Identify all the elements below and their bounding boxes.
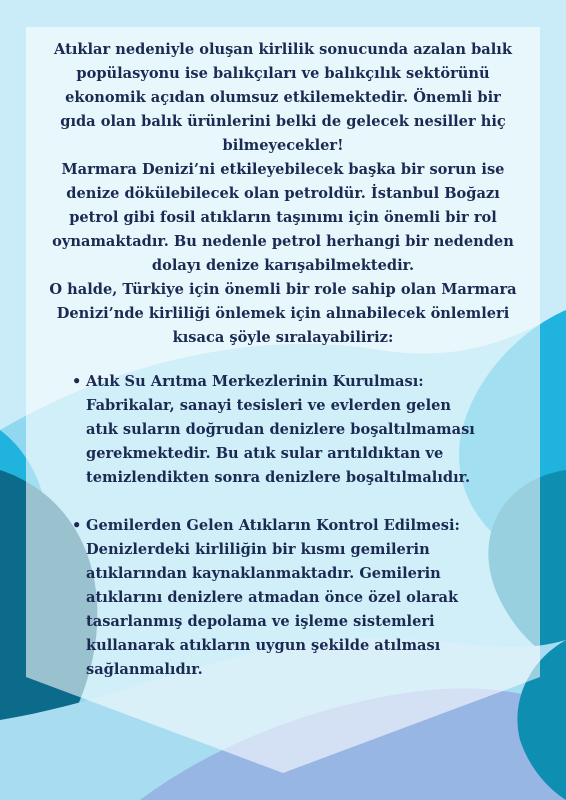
intro-paragraph: Marmara Denizi’ni etkileyebilecek başka bir sorun ise denize dökülebilecek olan petroldür. İstanbul Boğazı petrol gibi fosil atıkların taşınımı için önemli bir rol oynamaktadır. Bu nedenle petrol herhangi bir nedenden dolayı denize karışabilmektedir. bbox=[52, 161, 514, 274]
bullet-icon: • bbox=[72, 517, 82, 534]
measure-text: Gemilerden Gelen Atıkların Kontrol Edilmesi: Denizlerdeki kirliliğin bir kısmı gemilerin atıklarından kaynaklanmaktadır. Gemilerin atıklarını denizlere atmadan önce özel olarak tasarlanmış depolama ve işleme sistemleri kullanarak atıkların uygun şekilde atılması sağlanmalıdır. bbox=[86, 517, 460, 678]
measure-item bbox=[72, 370, 486, 490]
measure-item bbox=[72, 514, 486, 682]
intro-text bbox=[48, 38, 518, 350]
measure-text: Atık Su Arıtma Merkezlerinin Kurulması: Fabrikalar, sanayi tesisleri ve evlerden gelen atık suların doğrudan denizlere boşaltılmaması gerekmektedir. Bu atık sular arıtıldıktan ve temizlendikten sonra denizlere boşaltılmalıdır. bbox=[86, 373, 475, 486]
bullet-icon: • bbox=[72, 373, 82, 390]
intro-paragraph: O halde, Türkiye için önemli bir role sahip olan Marmara Denizi’nde kirliliği önlemek için alınabilecek önlemleri kısaca şöyle sıralayabiliriz: bbox=[49, 281, 517, 346]
measures-list bbox=[26, 370, 486, 682]
intro-paragraph: Atıklar nedeniyle oluşan kirlilik sonucunda azalan balık popülasyonu ise balıkçıları ve balıkçılık sektörünü ekonomik açıdan olumsuz etkilemektedir. Önemli bir gıda olan balık ürünlerini belki de gelecek nesiller hiç bilmeyecekler! bbox=[54, 41, 512, 154]
content bbox=[26, 38, 540, 706]
